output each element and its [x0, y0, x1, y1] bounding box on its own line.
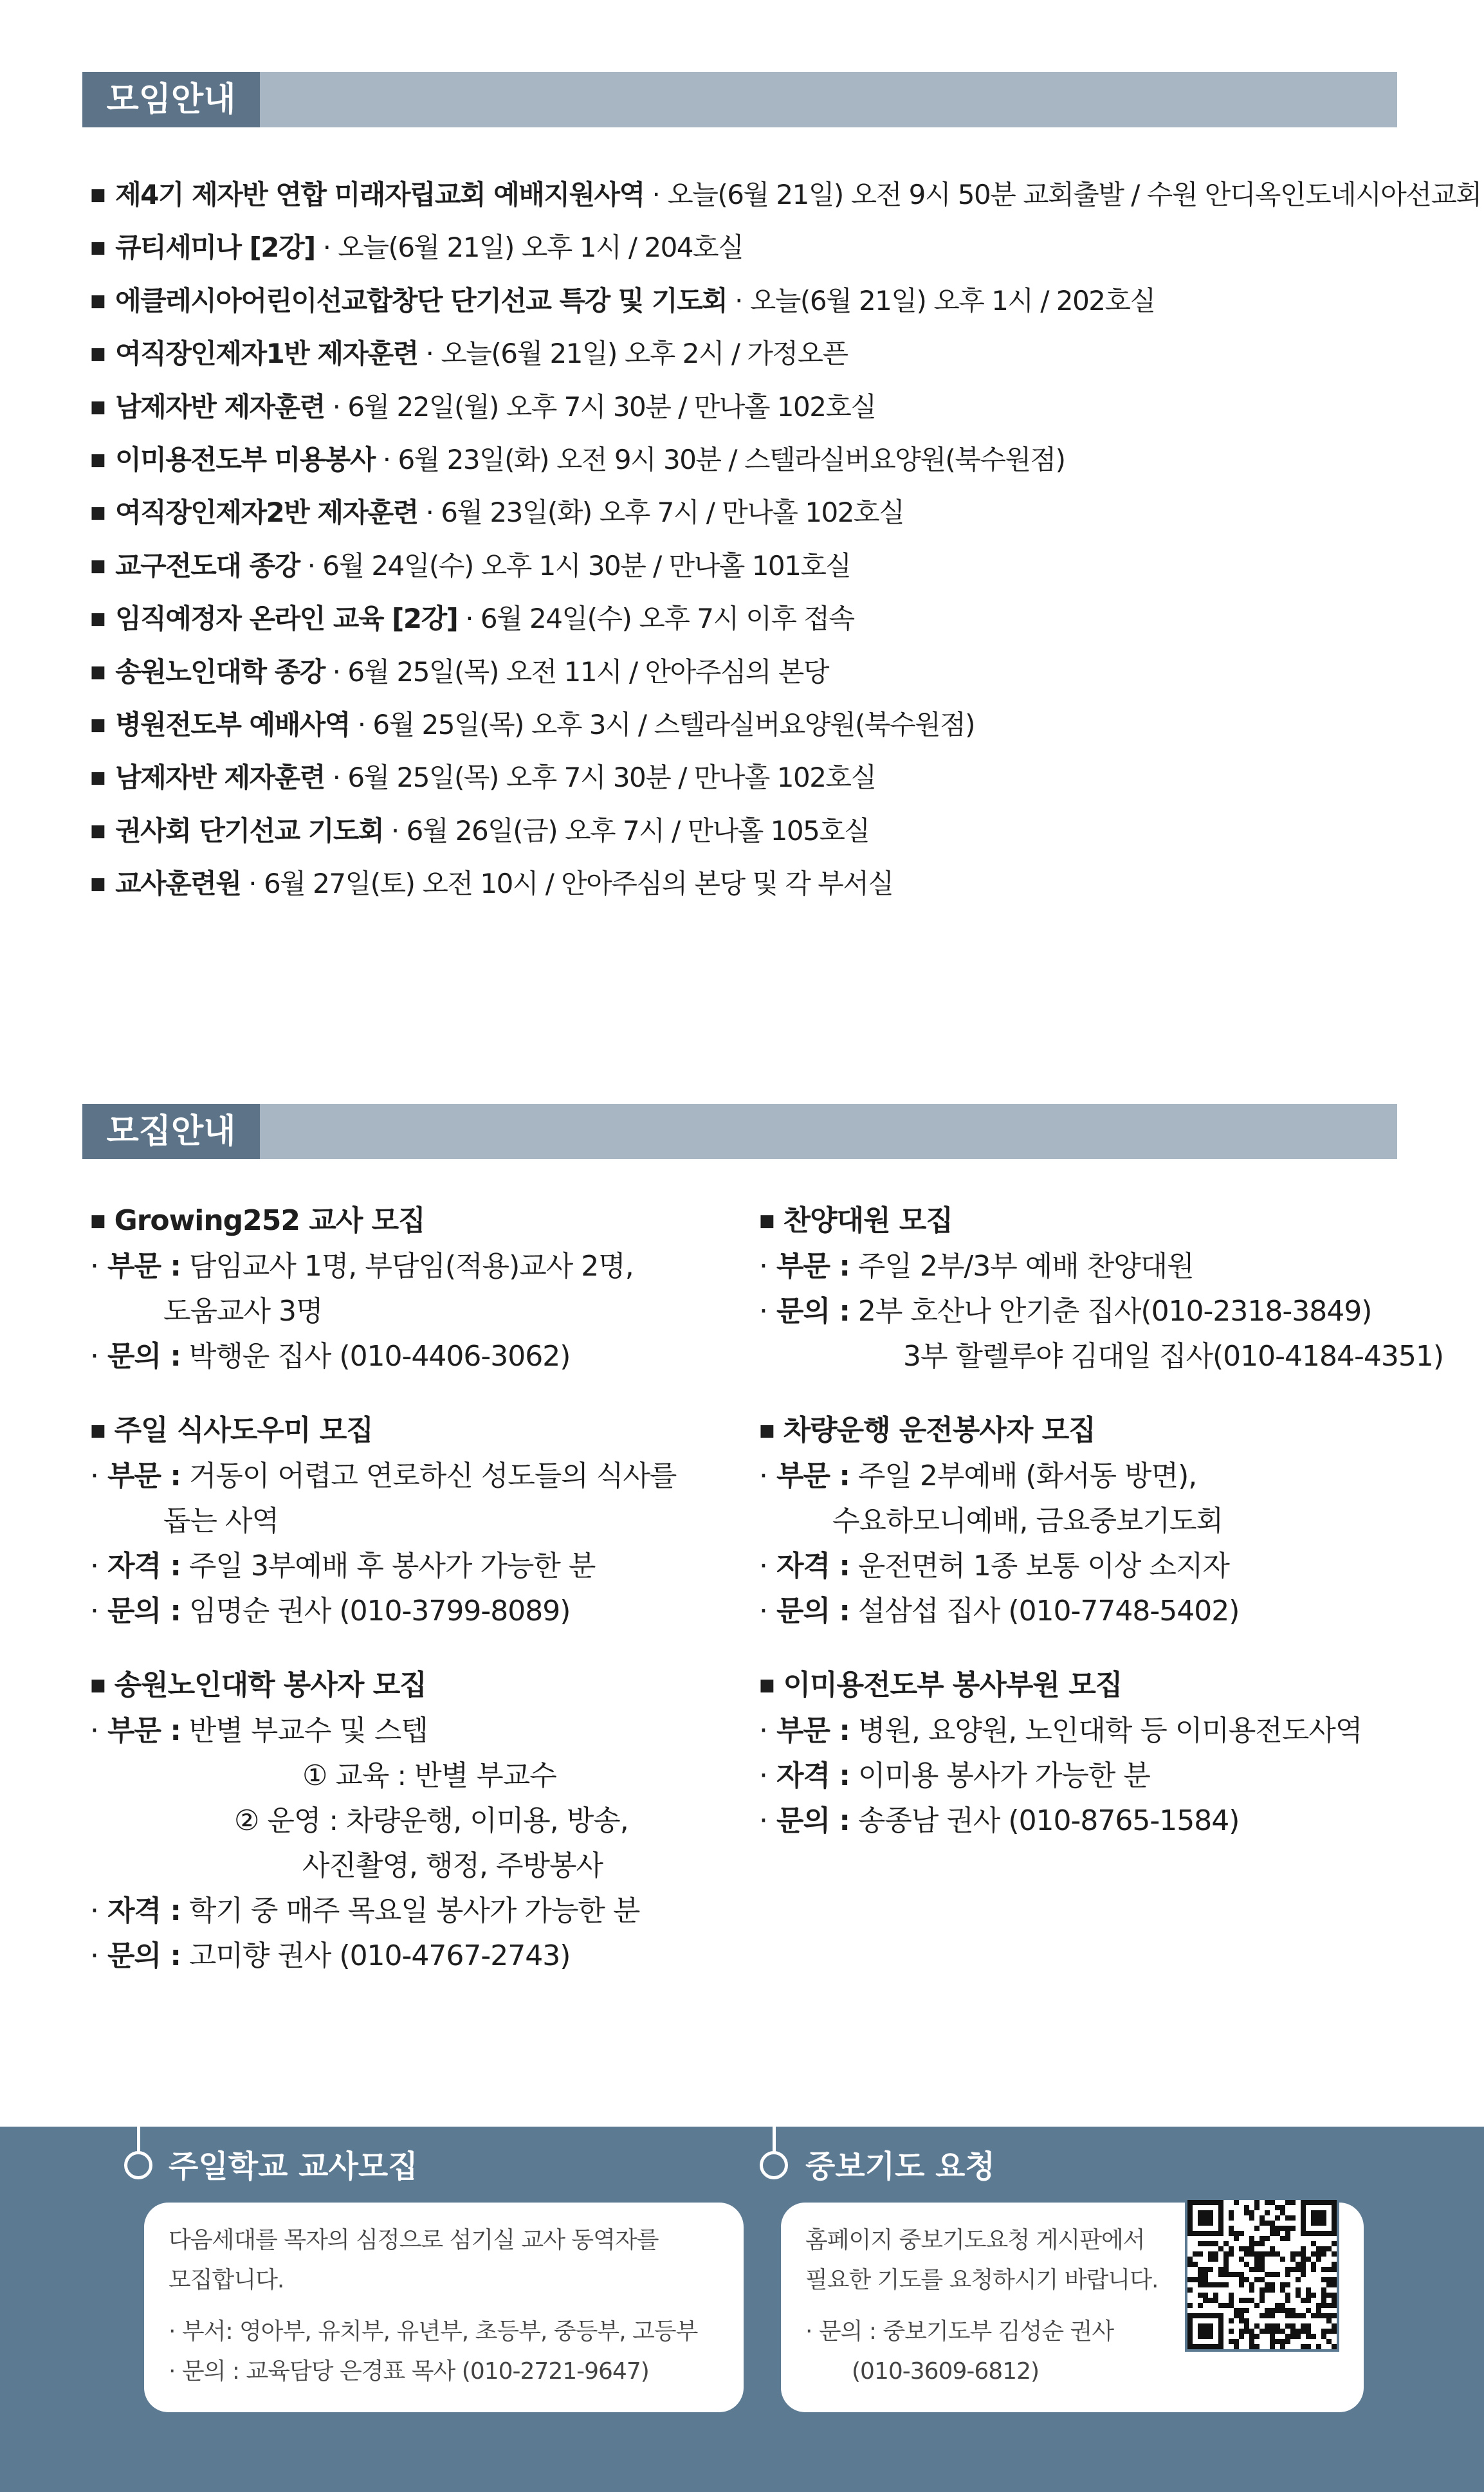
meeting-item-title: 여직장인제자1반 제자훈련: [115, 338, 418, 370]
meeting-item-detail: · 6월 23일(화) 오후 7시 / 만나홀 102호실: [417, 497, 904, 529]
card-detail: · 문의 : 교육담당 은경표 목사 (010-2721-9647): [169, 2358, 649, 2385]
recruit-line: [90, 1289, 733, 1334]
recruit-block: [759, 1198, 1444, 1379]
bullet-icon: ·: [90, 1250, 98, 1283]
recruit-value: 도움교사 3명: [163, 1295, 323, 1328]
recruit-value: 주일 2부예배 (화서동 방면),: [849, 1460, 1197, 1492]
recruit-line: [759, 1709, 1402, 1754]
meeting-item: [90, 751, 1441, 804]
recruit-column-right: [759, 1198, 1444, 1872]
meeting-item-detail: · 6월 22일(월) 오후 7시 30분 / 만나홀 102호실: [324, 390, 876, 423]
recruit-line: [90, 1709, 733, 1754]
recruit-line: [90, 1844, 733, 1889]
meeting-item-title: 이미용전도부 미용봉사: [115, 443, 375, 475]
recruit-key: 문의 :: [107, 1595, 181, 1627]
meeting-item: [90, 646, 1441, 699]
bullet-icon: ·: [90, 1340, 98, 1373]
recruit-line: [90, 1799, 733, 1844]
recruit-line: [90, 1589, 733, 1634]
recruit-line: [759, 1454, 1402, 1499]
recruit-block: [90, 1662, 733, 1979]
recruit-value: 병원, 요양원, 노인대학 등 이미용전도사역: [849, 1714, 1362, 1747]
meeting-item: [90, 540, 1441, 592]
recruit-key: 자격 :: [776, 1759, 850, 1792]
bullet-icon: ·: [90, 1894, 98, 1927]
meeting-item-title: 병원전도부 예배사역: [115, 708, 350, 740]
meeting-item: [90, 381, 1441, 434]
bullet-icon: ·: [90, 1550, 98, 1582]
meeting-item-title: 교구전도대 종강: [115, 549, 300, 582]
bullet-icon: ·: [759, 1804, 767, 1837]
meeting-item-detail: · 6월 27일(토) 오전 10시 / 안아주심의 본당 및 각 부서실: [241, 868, 893, 900]
meeting-item-detail: · 6월 25일(목) 오후 7시 30분 / 만나홀 102호실: [324, 762, 876, 794]
recruit-value: 운전면허 1종 보통 이상 소지자: [849, 1550, 1229, 1582]
recruit-block: [90, 1198, 733, 1379]
recruit-key: 문의 :: [107, 1340, 181, 1373]
meeting-item-title: 여직장인제자2반 제자훈련: [115, 497, 418, 529]
meeting-item-title: 제4기 제자반 연합 미래자립교회 예배지원사역: [115, 179, 645, 210]
meeting-item: [90, 169, 1481, 221]
recruit-value: 거동이 어렵고 연로하신 성도들의 식사를: [180, 1460, 677, 1492]
recruit-value: 주일 2부/3부 예배 찬양대원: [849, 1250, 1194, 1283]
meeting-item-title: 에클레시아어린이선교합창단 단기선교 특강 및 기도회: [115, 284, 728, 316]
card-text: 홈페이지 중보기도요청 게시판에서: [805, 2227, 1145, 2253]
recruit-line: [759, 1244, 1402, 1289]
recruit-line: [90, 1889, 733, 1934]
meeting-item-detail: · 오늘(6월 21일) 오후 2시 / 가정오픈: [417, 338, 848, 370]
meeting-item-detail: · 오늘(6월 21일) 오전 9시 50분 교회출발 / 수원 안디옥인도네시아선교회: [644, 179, 1481, 210]
meeting-item: [90, 699, 1441, 751]
meeting-item-detail: · 6월 26일(금) 오후 7시 / 만나홀 105호실: [383, 814, 870, 847]
meeting-item: [90, 857, 1441, 910]
circle-icon: [760, 2151, 788, 2179]
recruit-header-bar: [82, 1104, 1397, 1159]
bullet-icon: ·: [90, 1595, 98, 1627]
meeting-item-title: 남제자반 제자훈련: [115, 762, 325, 794]
meeting-item-title: 남제자반 제자훈련: [115, 390, 325, 423]
recruit-header: 모집안내: [82, 1104, 260, 1159]
recruit-block: [759, 1407, 1402, 1634]
circle-icon: [124, 2151, 152, 2179]
bullet-icon: ·: [759, 1595, 767, 1627]
bullet-icon: ·: [90, 1939, 98, 1972]
recruit-line: [759, 1499, 1402, 1544]
recruit-value: 임명순 권사 (010-3799-8089): [180, 1595, 571, 1627]
recruit-value: 수요하모니예배, 금요중보기도회: [832, 1505, 1223, 1537]
recruit-line: [759, 1334, 1444, 1379]
meeting-item-detail: · 6월 25일(목) 오후 3시 / 스텔라실버요양원(북수원점): [349, 708, 975, 740]
recruit-title: ■ 찬양대원 모집: [759, 1198, 1402, 1244]
recruit-key: 부문 :: [107, 1714, 181, 1747]
recruit-key: 문의 :: [107, 1939, 181, 1972]
bullet-icon: ·: [759, 1460, 767, 1492]
recruit-line: [90, 1244, 733, 1289]
recruit-key: 부문 :: [107, 1250, 181, 1283]
card-detail: (010-3609-6812): [852, 2358, 1040, 2385]
recruit-title: ■ 송원노인대학 봉사자 모집: [90, 1662, 733, 1709]
recruit-value: 학기 중 매주 목요일 봉사가 가능한 분: [180, 1894, 640, 1927]
meeting-item-title: 송원노인대학 종강: [115, 655, 325, 688]
pin-stem: [773, 2127, 776, 2152]
recruit-title: ■ 이미용전도부 봉사부원 모집: [759, 1662, 1402, 1709]
meeting-item: [90, 327, 1441, 380]
recruit-value: 고미향 권사 (010-4767-2743): [180, 1939, 571, 1972]
recruit-line: [90, 1754, 733, 1799]
recruit-key: 부문 :: [776, 1714, 850, 1747]
recruit-title: ■ Growing252 교사 모집: [90, 1198, 733, 1244]
recruit-line: [90, 1334, 733, 1379]
recruit-key: 문의 :: [776, 1595, 850, 1627]
meeting-item: [90, 486, 1441, 539]
recruit-value: 주일 3부예배 후 봉사가 가능한 분: [180, 1550, 596, 1582]
meeting-item: [90, 275, 1441, 327]
pin-stem: [137, 2127, 140, 2152]
bullet-icon: ·: [759, 1250, 767, 1283]
recruit-value: 3부 할렐루야 김대일 집사(010-4184-4351): [903, 1340, 1444, 1373]
recruit-title: ■ 차량운행 운전봉사자 모집: [759, 1407, 1402, 1454]
recruit-value: 설삼섭 집사 (010-7748-5402): [849, 1595, 1240, 1627]
recruit-value: 송종남 권사 (010-8765-1584): [849, 1804, 1240, 1837]
recruit-block: [759, 1662, 1402, 1844]
meeting-item: [90, 592, 1441, 645]
bullet-icon: ·: [90, 1460, 98, 1492]
recruit-value: 담임교사 1명, 부담임(적용)교사 2명,: [180, 1250, 634, 1283]
bullet-icon: ·: [759, 1295, 767, 1328]
recruit-line: [90, 1934, 733, 1979]
meeting-item: [90, 221, 1441, 274]
recruit-value: 박행운 집사 (010-4406-3062): [180, 1340, 571, 1373]
recruit-line: [759, 1289, 1402, 1334]
recruit-key: 문의 :: [776, 1804, 850, 1837]
recruit-value: 2부 호산나 안기춘 집사(010-2318-3849): [849, 1295, 1372, 1328]
recruit-key: 문의 :: [776, 1295, 850, 1328]
meeting-header-bar: [82, 72, 1397, 127]
card-detail: · 부서: 영아부, 유치부, 유년부, 초등부, 중등부, 고등부: [169, 2318, 698, 2345]
recruit-key: 부문 :: [776, 1250, 850, 1283]
recruit-line: [759, 1754, 1402, 1799]
qr-code-graphic: [1187, 2200, 1337, 2349]
bullet-icon: ·: [759, 1759, 767, 1792]
meeting-item-title: 큐티세미나 [2강]: [115, 232, 315, 264]
bullet-icon: ·: [90, 1714, 98, 1747]
recruit-title: ■ 주일 식사도우미 모집: [90, 1407, 733, 1454]
recruit-value: ① 교육 : 반별 부교수: [302, 1759, 556, 1792]
meeting-item-title: 교사훈련원: [115, 868, 241, 900]
meeting-item-title: 임직예정자 온라인 교육 [2강]: [115, 603, 458, 635]
recruit-line: [90, 1499, 733, 1544]
meeting-item-title: 권사회 단기선교 기도회: [115, 814, 384, 847]
recruit-key: 부문 :: [776, 1460, 850, 1492]
meeting-header: 모임안내: [82, 72, 260, 127]
prayer-title: 중보기도 요청: [805, 2148, 995, 2185]
card-text: 필요한 기도를 요청하시기 바랍니다.: [805, 2267, 1159, 2293]
card-text: 모집합니다.: [169, 2267, 284, 2293]
recruit-value: 돕는 사역: [163, 1505, 279, 1537]
meeting-item-detail: · 6월 24일(수) 오후 1시 30분 / 만나홀 101호실: [299, 549, 851, 582]
recruit-key: 부문 :: [107, 1460, 181, 1492]
recruit-value: ② 운영 : 차량운행, 이미용, 방송,: [234, 1804, 628, 1837]
recruit-key: 자격 :: [107, 1894, 181, 1927]
recruit-column-left: [90, 1198, 733, 2007]
meeting-item-detail: · 오늘(6월 21일) 오후 1시 / 202호실: [727, 284, 1155, 316]
meeting-list: [90, 169, 1481, 910]
recruit-key: 자격 :: [776, 1550, 850, 1582]
recruit-line: [759, 1799, 1402, 1844]
sunday-school-title: 주일학교 교사모집: [169, 2148, 418, 2185]
meeting-item: [90, 434, 1441, 486]
bullet-icon: ·: [759, 1550, 767, 1582]
sunday-school-card: [144, 2203, 744, 2412]
recruit-line: [90, 1454, 733, 1499]
qr-code-icon[interactable]: [1185, 2197, 1339, 2352]
meeting-item: [90, 805, 1441, 857]
recruit-value: 이미용 봉사가 가능한 분: [849, 1759, 1150, 1792]
recruit-line: [90, 1544, 733, 1589]
meeting-item-detail: · 오늘(6월 21일) 오후 1시 / 204호실: [315, 232, 744, 264]
card-detail: · 문의 : 중보기도부 김성순 권사: [805, 2318, 1114, 2345]
recruit-value: 사진촬영, 행정, 주방봉사: [302, 1849, 603, 1882]
meeting-item-detail: · 6월 23일(화) 오전 9시 30분 / 스텔라실버요양원(북수원점): [374, 443, 1065, 475]
meeting-item-detail: · 6월 24일(수) 오후 7시 이후 접속: [457, 603, 854, 635]
meeting-item-detail: · 6월 25일(목) 오전 11시 / 안아주심의 본당: [324, 655, 829, 688]
card-text: 다음세대를 목자의 심정으로 섬기실 교사 동역자를: [169, 2227, 659, 2253]
recruit-value: 반별 부교수 및 스텝: [180, 1714, 428, 1747]
bullet-icon: ·: [759, 1714, 767, 1747]
recruit-line: [759, 1544, 1402, 1589]
recruit-key: 자격 :: [107, 1550, 181, 1582]
recruit-block: [90, 1407, 733, 1634]
recruit-line: [759, 1589, 1402, 1634]
